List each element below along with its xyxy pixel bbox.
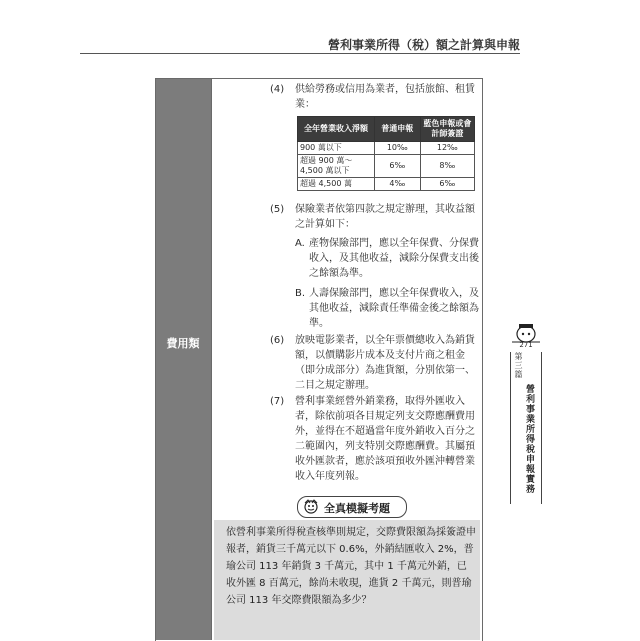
table-header: 普通申報 bbox=[374, 117, 420, 142]
mascot-icon bbox=[302, 499, 320, 514]
side-tab-chapter: 第三篇 bbox=[514, 352, 523, 379]
quiz-question: 依營利事業所得稅查核準則規定，交際費限額為採簽證申報者，銷貨三千萬元以下 0.6%，外銷結匯收入 2%，普瑜公司 113 年銷貨 3 千萬元，其中 1 千萬元外銷，已收外匯 8 百萬元，餘尚未收現，進貨 2 千萬元，則普瑜公司 113 年交際費限額為多少？ bbox=[226, 527, 476, 606]
item-text: 保險業者依第四款之規定辦理，其收益額之計算如下： bbox=[295, 204, 475, 230]
table-header: 全年營業收入淨額 bbox=[298, 117, 375, 142]
sub-item-text: 人壽保險部門，應以全年保費收入，及其他收益，減除責任準備金後之餘額為準。 bbox=[309, 288, 479, 329]
table-cell: 12‰ bbox=[420, 142, 474, 155]
item-number: (7) bbox=[270, 396, 285, 407]
table-header: 藍色申報或會計師簽證 bbox=[420, 117, 474, 142]
quiz-box bbox=[214, 520, 480, 640]
header-divider bbox=[80, 53, 520, 54]
table-cell: 8‰ bbox=[420, 155, 474, 178]
table-cell: 900 萬以下 bbox=[298, 142, 375, 155]
item-text: 放映電影業者，以全年票價總收入為銷貨額，以價購影片成本及支付片商之租金（即分成部分）為進貨額，分別依第一、二目之規定辦理。 bbox=[295, 335, 475, 391]
table-row bbox=[298, 142, 475, 155]
table-row bbox=[298, 155, 475, 178]
table-cell: 超過 900 萬～4,500 萬以下 bbox=[298, 155, 375, 178]
banner-label: 全真模擬考題 bbox=[324, 502, 390, 515]
sub-item-letter: A. bbox=[295, 238, 305, 249]
category-label: 費用類 bbox=[166, 337, 200, 350]
item-number: (4) bbox=[270, 84, 285, 95]
side-tab-title: 營利事業所得稅申報實務 bbox=[524, 384, 534, 494]
page-header-title: 營利事業所得（稅）額之計算與申報 bbox=[327, 38, 520, 52]
sub-item-text: 產物保險部門，應以全年保費、分保費收入，及其他收益，減除分保費支出後之餘額為準。 bbox=[309, 238, 479, 279]
practice-exam-banner bbox=[297, 496, 407, 518]
table-cell: 4‰ bbox=[374, 178, 420, 191]
table-cell: 10‰ bbox=[374, 142, 420, 155]
table-row bbox=[298, 178, 475, 191]
table-header-row bbox=[298, 117, 475, 142]
sub-item-letter: B. bbox=[295, 288, 306, 299]
item-text: 營利事業經營外銷業務，取得外匯收入者，除依前項各目規定列支交際應酬費用外，並得在不超過當年度外銷收入百分之二範圍內，列支特別交際應酬費。其屬預收外匯款者，應於該項預收外匯沖轉營業收入年度列報。 bbox=[295, 396, 475, 482]
item-number: (6) bbox=[270, 335, 285, 346]
table-cell: 6‰ bbox=[374, 155, 420, 178]
page-number: 271 bbox=[519, 341, 533, 349]
item-number: (5) bbox=[270, 204, 285, 215]
table-cell: 6‰ bbox=[420, 178, 474, 191]
rate-table bbox=[297, 116, 475, 191]
item-text: 供給勞務或信用為業者，包括旅館、租賃業： bbox=[295, 84, 475, 110]
table-cell: 超過 4,500 萬 bbox=[298, 178, 375, 191]
